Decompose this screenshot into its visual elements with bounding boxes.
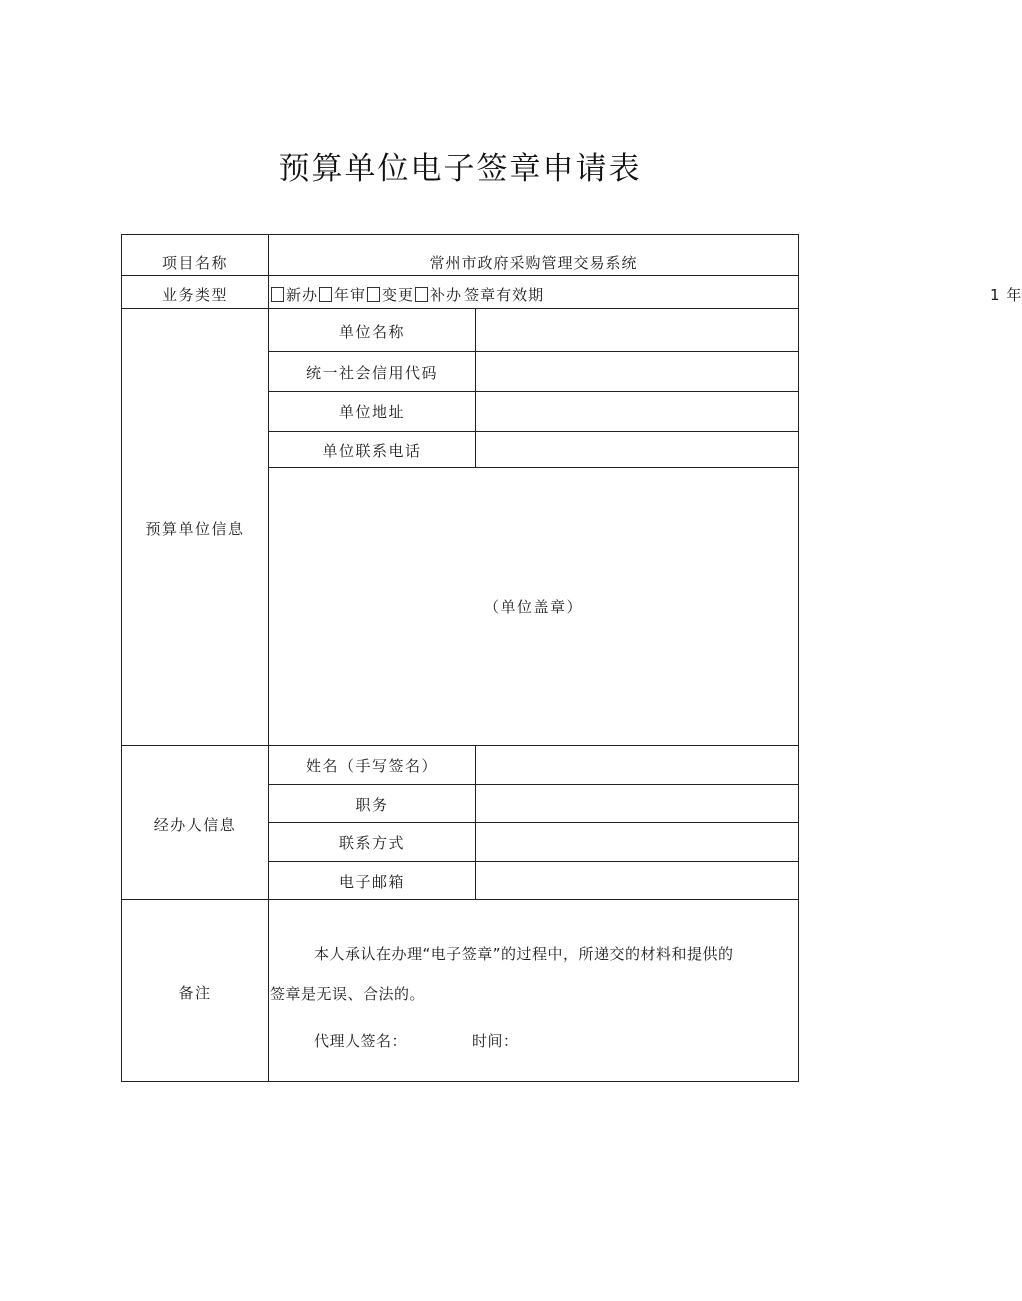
option-reissue[interactable]: 补办 [414,284,462,305]
business-type-label: 业务类型 [161,285,228,304]
remarks-label: 备注 [178,983,212,1002]
declaration-line-2: 签章是无误、合法的。 [270,985,426,1003]
table-border-top [121,234,799,235]
checkbox-icon [319,287,332,302]
table-border-left [121,234,122,1082]
checkbox-icon [271,287,284,302]
unit-name-field[interactable] [476,309,798,351]
table-border-bottom [121,1081,799,1082]
agent-signature-label: 代理人签名： [314,1032,408,1050]
unit-name-label: 单位名称 [338,322,405,341]
checkbox-icon [367,287,380,302]
unit-seal-placeholder: （单位盖章） [483,597,583,616]
row-divider [121,899,799,900]
checkbox-icon [415,287,428,302]
unit-info-label: 预算单位信息 [145,519,245,538]
agent-email-label: 电子邮箱 [338,872,405,891]
agent-position-label: 职务 [355,795,389,814]
agent-position-field[interactable] [476,785,798,822]
unit-address-field[interactable] [476,392,798,431]
agent-email-field[interactable] [476,862,798,899]
validity-period-label: 签章有效期 [464,285,545,304]
unit-address-label: 单位地址 [338,402,405,421]
time-label: 时间： [472,1032,519,1050]
project-name-value: 常州市政府采购管理交易系统 [429,253,638,272]
agent-info-label: 经办人信息 [153,815,237,834]
row-divider [268,467,799,468]
page-title: 预算单位电子签章申请表 [278,151,642,187]
agent-contact-field[interactable] [476,823,798,861]
credit-code-field[interactable] [476,352,798,391]
declaration-line-1: 本人承认在办理“电子签章”的过程中，所递交的材料和提供的 [314,945,734,963]
option-change[interactable]: 变更 [366,284,414,305]
agent-contact-label: 联系方式 [338,833,405,852]
agent-name-field[interactable] [476,746,798,784]
option-new[interactable]: 新办 [270,284,318,305]
business-type-options [270,280,1022,308]
option-annual-review[interactable]: 年审 [318,284,366,305]
unit-phone-field[interactable] [476,432,798,467]
unit-phone-label: 单位联系电话 [322,441,422,460]
agent-name-label: 姓名（手写签名） [305,756,438,775]
validity-period-value: 1 年 [990,285,1022,304]
project-name-label: 项目名称 [161,253,228,272]
credit-code-label: 统一社会信用代码 [305,363,438,382]
